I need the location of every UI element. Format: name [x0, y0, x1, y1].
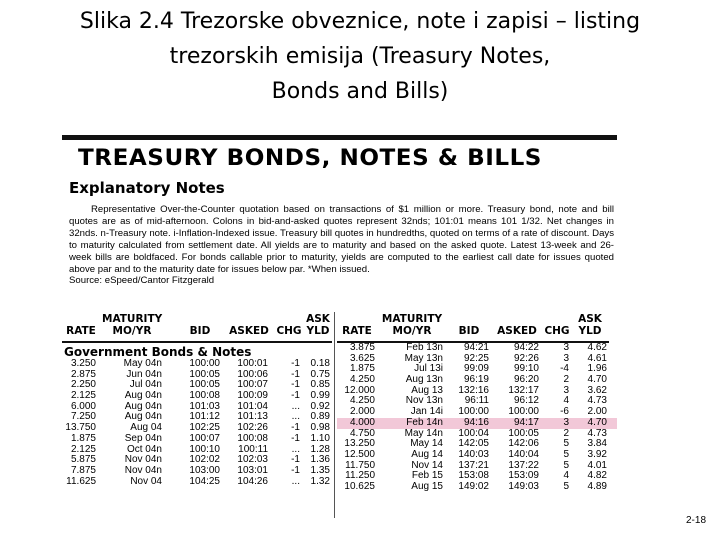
yield-cell: 4.62 — [587, 342, 607, 353]
chg-cell: -1 — [291, 358, 300, 369]
column-divider — [334, 312, 335, 518]
bid-cell: 140:03 — [458, 448, 489, 460]
asked-cell: 100:01 — [237, 358, 268, 369]
chg-cell: -1 — [291, 464, 300, 476]
asked-cell: 94:17 — [513, 416, 539, 428]
left-table-header — [62, 312, 332, 342]
rate-cell: 7.250 — [70, 411, 96, 423]
chg-cell: 5 — [563, 438, 569, 450]
rate-cell: 2.875 — [70, 368, 96, 380]
col-chg-header: CHG — [276, 325, 302, 337]
bid-cell: 94:21 — [463, 342, 489, 353]
bid-cell: 94:16 — [463, 416, 489, 428]
chg-cell: 2 — [563, 374, 569, 386]
maturity-cell: Jan 14i — [410, 406, 443, 418]
clipping-heading: TREASURY BONDS, NOTES & BILLS — [78, 146, 542, 171]
asked-cell: 137:22 — [508, 459, 539, 471]
col-asked-header: ASKED — [497, 325, 537, 337]
chg-cell: 2 — [563, 427, 569, 439]
asked-cell: 99:10 — [513, 363, 539, 375]
maturity-cell: Aug 15 — [411, 480, 443, 492]
table-row — [337, 418, 617, 429]
col-bid-header: BID — [189, 325, 211, 337]
top-rule — [62, 135, 617, 140]
asked-cell: 100:08 — [237, 432, 268, 444]
asked-cell: 100:09 — [237, 390, 268, 402]
maturity-cell: May 14n — [404, 427, 443, 439]
maturity-cell: Feb 14n — [406, 416, 443, 428]
rate-cell: 11.625 — [66, 475, 96, 487]
asked-cell: 142:06 — [508, 438, 539, 450]
bid-cell: 101:12 — [189, 411, 220, 423]
chg-cell: -1 — [291, 454, 300, 466]
maturity-cell: Nov 04n — [124, 464, 162, 476]
chg-cell: 3 — [563, 384, 569, 396]
rate-cell: 3.875 — [349, 342, 375, 353]
explanatory-paragraph: Representative Over-the-Counter quotation based on transactions of $1 million or more. Treasury bond, note and bill quotes are as of mid-afternoon. Colons in bid-and-asked quotes represent 32nds; 101:01 means 101 1/32. Net changes in 32nds. n-Treasury note. i-Inflation-Indexed issue. Treasury bill quotes in hundredths, quoted on terms of a rate of discount. Days to maturity calculated from settlement date. All yields are to maturity and based on the asked quote. Latest 13-week and 26-week bills are boldfaced. For bonds callable prior to maturity, yields are computed to the earliest call date for issues quoted above par and to the maturity date for issues below par. *When issued. — [69, 204, 614, 275]
table-row — [337, 482, 617, 493]
col-asked-header: ASKED — [229, 325, 269, 337]
yield-cell: 1.28 — [310, 443, 330, 455]
asked-cell: 101:13 — [237, 411, 268, 423]
chg-cell: 4 — [563, 470, 569, 482]
maturity-cell: Nov 04 — [130, 475, 162, 487]
maturity-cell: Aug 14 — [411, 448, 443, 460]
col-moyr-header: MO/YR — [392, 325, 432, 337]
bid-cell: 96:19 — [463, 374, 489, 386]
right-table-header — [337, 312, 617, 342]
col-ask-header: ASK — [306, 313, 330, 325]
col-ask-header: ASK — [578, 313, 602, 325]
maturity-cell: May 04n — [123, 358, 162, 369]
rate-cell: 10.625 — [344, 480, 375, 492]
bid-cell: 92:25 — [463, 352, 489, 364]
yield-cell: 1.36 — [310, 454, 330, 466]
source-line: Source: eSpeed/Cantor Fitzgerald — [69, 275, 215, 287]
chg-cell: 4 — [563, 395, 569, 407]
rate-cell: 7.875 — [70, 464, 96, 476]
yield-cell: 0.99 — [310, 390, 330, 402]
yield-cell: 4.61 — [587, 352, 607, 364]
bid-cell: 100:10 — [189, 443, 220, 455]
col-rate-header: RATE — [66, 325, 96, 337]
chg-cell: ... — [291, 411, 300, 423]
maturity-cell: Jul 13i — [414, 363, 443, 375]
yield-cell: 2.00 — [587, 406, 607, 418]
col-yld-header: YLD — [306, 325, 330, 337]
bid-cell: 153:08 — [458, 470, 489, 482]
chg-cell: -1 — [291, 432, 300, 444]
chg-cell: ... — [291, 443, 300, 455]
maturity-cell: Sep 04n — [124, 432, 162, 444]
asked-cell: 100:05 — [508, 427, 539, 439]
table-row — [62, 466, 332, 477]
maturity-cell: Nov 13n — [405, 395, 443, 407]
yield-cell: 4.82 — [587, 470, 607, 482]
col-moyr-header: MO/YR — [112, 325, 152, 337]
asked-cell: 153:09 — [508, 470, 539, 482]
yield-cell: 1.32 — [310, 475, 330, 487]
yield-cell: 4.89 — [587, 480, 607, 492]
yield-cell: 0.75 — [310, 368, 330, 380]
yield-cell: 4.01 — [587, 459, 607, 471]
chg-cell: -1 — [291, 422, 300, 434]
table-row — [62, 477, 332, 488]
rate-cell: 1.875 — [349, 363, 375, 375]
right-rows — [337, 343, 617, 493]
asked-cell: 96:12 — [513, 395, 539, 407]
rate-cell: 13.250 — [344, 438, 375, 450]
chg-cell: -1 — [291, 390, 300, 402]
slide-title-line-2: trezorskih emisija (Treasury Notes, — [169, 44, 551, 69]
asked-cell: 101:04 — [237, 400, 268, 412]
bid-cell: 100:08 — [189, 390, 220, 402]
slide-title-line-3: Bonds and Bills) — [271, 79, 449, 104]
asked-cell: 92:26 — [513, 352, 539, 364]
asked-cell: 102:26 — [237, 422, 268, 434]
rate-cell: 13.750 — [65, 422, 96, 434]
rate-cell: 12.000 — [344, 384, 375, 396]
explanatory-notes-heading: Explanatory Notes — [69, 179, 225, 197]
yield-cell: 3.84 — [587, 438, 607, 450]
bid-cell: 132:16 — [458, 384, 489, 396]
bid-cell: 103:00 — [189, 464, 220, 476]
maturity-cell: Jun 04n — [126, 368, 162, 380]
bid-cell: 99:09 — [463, 363, 489, 375]
chg-cell: 3 — [563, 342, 569, 353]
asked-cell: 100:00 — [508, 406, 539, 418]
maturity-cell: Aug 04 — [130, 422, 162, 434]
col-maturity-header: MATURITY — [381, 313, 443, 325]
yield-cell: 0.98 — [310, 422, 330, 434]
slide-title — [0, 4, 720, 109]
bid-cell: 100:04 — [458, 427, 489, 439]
chg-cell: 3 — [563, 352, 569, 364]
rate-cell: 2.000 — [349, 406, 375, 418]
table-row — [337, 450, 617, 461]
newspaper-clipping — [62, 132, 617, 520]
yield-cell: 0.89 — [310, 411, 330, 423]
bid-cell: 149:02 — [458, 480, 489, 492]
col-yld-header: YLD — [578, 325, 602, 337]
bid-cell: 100:05 — [189, 379, 220, 391]
maturity-cell: Aug 04n — [124, 390, 162, 402]
col-rate-header: RATE — [342, 325, 372, 337]
asked-cell: 100:07 — [237, 379, 268, 391]
explanatory-notes-text — [69, 204, 614, 287]
yield-cell: 4.73 — [587, 427, 607, 439]
yield-cell: 3.92 — [587, 448, 607, 460]
left-quotes-table — [62, 312, 332, 520]
bid-cell: 137:21 — [458, 459, 489, 471]
maturity-cell: Aug 13 — [411, 384, 443, 396]
yield-cell: 0.18 — [310, 358, 330, 369]
asked-cell: 96:20 — [513, 374, 539, 386]
maturity-cell: Nov 14 — [411, 459, 443, 471]
slide-title-line-1: Slika 2.4 Trezorske obveznice, note i zapisi – listing — [79, 9, 641, 34]
yield-cell: 4.70 — [587, 416, 607, 428]
maturity-cell: Aug 13n — [405, 374, 443, 386]
yield-cell: 1.96 — [587, 363, 607, 375]
yield-cell: 0.92 — [310, 400, 330, 412]
bid-cell: 96:11 — [464, 395, 489, 407]
col-bid-header: BID — [458, 325, 480, 337]
yield-cell: 1.10 — [310, 432, 330, 444]
asked-cell: 140:04 — [508, 448, 539, 460]
rate-cell: 12.500 — [344, 448, 375, 460]
chg-cell: -1 — [291, 379, 300, 391]
bid-cell: 104:25 — [189, 475, 220, 487]
asked-cell: 132:17 — [508, 384, 539, 396]
maturity-cell: May 14 — [410, 438, 443, 450]
maturity-cell: Jul 04n — [129, 379, 162, 391]
yield-cell: 0.85 — [310, 379, 330, 391]
rate-cell: 4.000 — [349, 416, 375, 428]
asked-cell: 103:01 — [237, 464, 268, 476]
rate-cell: 4.250 — [349, 374, 375, 386]
maturity-cell: Aug 04n — [124, 411, 162, 423]
rate-cell: 6.000 — [70, 400, 96, 412]
bid-cell: 142:05 — [458, 438, 489, 450]
chg-cell: -6 — [560, 406, 569, 418]
maturity-cell: Aug 04n — [124, 400, 162, 412]
bid-cell: 100:00 — [458, 406, 489, 418]
maturity-cell: May 13n — [404, 352, 443, 364]
rate-cell: 2.125 — [70, 390, 96, 402]
rate-cell: 2.250 — [70, 379, 96, 391]
header-rule — [62, 341, 332, 343]
yield-cell: 1.35 — [310, 464, 330, 476]
rate-cell: 11.250 — [345, 470, 375, 482]
col-maturity-header: MATURITY — [102, 313, 163, 325]
chg-cell: 5 — [563, 459, 569, 471]
yield-cell: 3.62 — [587, 384, 607, 396]
yield-cell: 4.70 — [587, 374, 607, 386]
rate-cell: 3.625 — [349, 352, 375, 364]
maturity-cell: Feb 15 — [411, 470, 443, 482]
bid-cell: 102:02 — [189, 454, 220, 466]
government-bonds-label: Government Bonds & Notes — [64, 345, 252, 359]
chg-cell: -4 — [560, 363, 569, 375]
chg-cell: 5 — [563, 448, 569, 460]
asked-cell: 100:06 — [237, 368, 268, 380]
bid-cell: 100:05 — [189, 368, 220, 380]
maturity-cell: Oct 04n — [126, 443, 162, 455]
left-rows — [62, 359, 332, 487]
maturity-cell: Nov 04n — [124, 454, 162, 466]
col-chg-header: CHG — [544, 325, 570, 337]
chg-cell: 3 — [563, 416, 569, 428]
rate-cell: 11.750 — [345, 459, 375, 471]
asked-cell: 94:22 — [513, 342, 539, 353]
chg-cell: -1 — [291, 368, 300, 380]
rate-cell: 1.875 — [70, 432, 96, 444]
chg-cell: ... — [291, 400, 300, 412]
maturity-cell: Feb 13n — [406, 342, 443, 353]
rate-cell: 4.750 — [349, 427, 375, 439]
chg-cell: 5 — [563, 480, 569, 492]
slide-number: 2-18 — [685, 515, 706, 526]
asked-cell: 149:03 — [508, 480, 539, 492]
bid-cell: 100:00 — [189, 358, 220, 369]
asked-cell: 102:03 — [237, 454, 268, 466]
rate-cell: 2.125 — [70, 443, 96, 455]
yield-cell: 4.73 — [587, 395, 607, 407]
table-row — [62, 434, 332, 445]
asked-cell: 104:26 — [237, 475, 268, 487]
bid-cell: 101:03 — [189, 400, 220, 412]
bid-cell: 102:25 — [189, 422, 220, 434]
chg-cell: ... — [291, 475, 300, 487]
rate-cell: 3.250 — [70, 358, 96, 369]
rate-cell: 5.875 — [70, 454, 96, 466]
right-quotes-table — [337, 312, 617, 520]
asked-cell: 100:11 — [238, 443, 268, 455]
bid-cell: 100:07 — [189, 432, 220, 444]
rate-cell: 4.250 — [349, 395, 375, 407]
